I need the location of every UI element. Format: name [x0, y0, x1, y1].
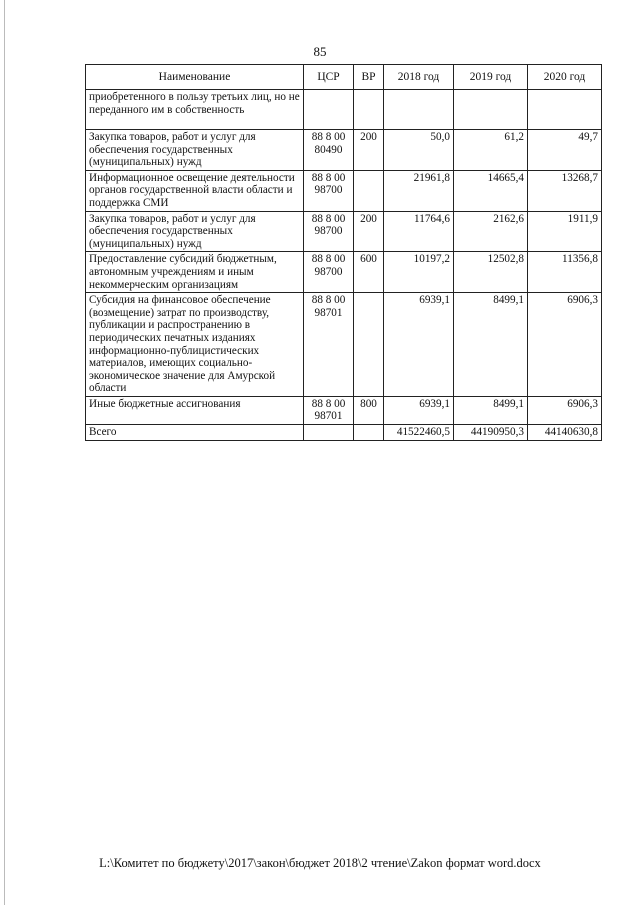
cell-2020: 13268,7	[528, 170, 602, 211]
cell-2019	[454, 90, 528, 130]
scan-edge-line	[4, 0, 5, 905]
table-body	[86, 90, 602, 441]
cell-csr	[304, 425, 354, 441]
header-2019: 2019 год	[454, 65, 528, 90]
cell-name: Закупка товаров, работ и услуг для обеспечения государственных (муниципальных) нужд	[86, 130, 304, 171]
header-2020: 2020 год	[528, 65, 602, 90]
cell-vr	[354, 425, 384, 441]
budget-table	[85, 64, 602, 441]
cell-2020: 44140630,8	[528, 425, 602, 441]
cell-2020: 49,7	[528, 130, 602, 171]
cell-2019: 2162,6	[454, 211, 528, 252]
cell-csr: 88 8 00 98700	[304, 170, 354, 211]
cell-2020: 11356,8	[528, 252, 602, 293]
header-2018: 2018 год	[384, 65, 454, 90]
cell-vr: 800	[354, 396, 384, 424]
cell-2018: 21961,8	[384, 170, 454, 211]
header-name: Наименование	[86, 65, 304, 90]
table-header	[86, 65, 602, 90]
page-number: 85	[313, 44, 327, 59]
header-csr: ЦСР	[304, 65, 354, 90]
cell-2020: 6906,3	[528, 293, 602, 397]
cell-2018: 6939,1	[384, 293, 454, 397]
cell-csr: 88 8 00 98701	[304, 396, 354, 424]
cell-name: Субсидия на финансовое обеспечение (возмещение) затрат по производству, публикации и распространению в периодических печатных изданиях информационно-публицистических материалов, имеющих социально-экономическое значение для Амурской области	[86, 293, 304, 397]
cell-name: Закупка товаров, работ и услуг для обеспечения государственных (муниципальных) нужд	[86, 211, 304, 252]
table-row	[86, 170, 602, 211]
cell-csr: 88 8 00 98700	[304, 252, 354, 293]
cell-csr	[304, 90, 354, 130]
cell-vr: 200	[354, 130, 384, 171]
footer-file-path: L:\Комитет по бюджету\2017\закон\бюджет 2018\2 чтение\Zakon формат word.docx	[99, 856, 541, 870]
table-row	[86, 252, 602, 293]
cell-2019: 44190950,3	[454, 425, 528, 441]
header-row	[86, 65, 602, 90]
cell-2020: 1911,9	[528, 211, 602, 252]
header-vr: ВР	[354, 65, 384, 90]
table-row	[86, 396, 602, 424]
cell-csr: 88 8 00 98701	[304, 293, 354, 397]
cell-name: Предоставление субсидий бюджетным, автономным учреждениям и иным некоммерческим организациям	[86, 252, 304, 293]
cell-2018: 41522460,5	[384, 425, 454, 441]
cell-2020	[528, 90, 602, 130]
table-row	[86, 211, 602, 252]
cell-2018: 11764,6	[384, 211, 454, 252]
table-row	[86, 90, 602, 130]
cell-csr: 88 8 00 80490	[304, 130, 354, 171]
total-row	[86, 425, 602, 441]
cell-2018: 6939,1	[384, 396, 454, 424]
cell-2018: 10197,2	[384, 252, 454, 293]
cell-2019: 8499,1	[454, 396, 528, 424]
table-row	[86, 130, 602, 171]
cell-name: приобретенного в пользу третьих лиц, но не переданного им в собственность	[86, 90, 304, 130]
cell-vr: 200	[354, 211, 384, 252]
cell-2019: 14665,4	[454, 170, 528, 211]
cell-name: Всего	[86, 425, 304, 441]
cell-name: Информационное освещение деятельности органов государственной власти области и поддержка СМИ	[86, 170, 304, 211]
cell-vr: 600	[354, 252, 384, 293]
cell-2019: 12502,8	[454, 252, 528, 293]
cell-vr	[354, 170, 384, 211]
cell-csr: 88 8 00 98700	[304, 211, 354, 252]
cell-name: Иные бюджетные ассигнования	[86, 396, 304, 424]
cell-2019: 8499,1	[454, 293, 528, 397]
cell-vr	[354, 90, 384, 130]
cell-2019: 61,2	[454, 130, 528, 171]
cell-vr	[354, 293, 384, 397]
table-row	[86, 293, 602, 397]
cell-2018	[384, 90, 454, 130]
cell-2020: 6906,3	[528, 396, 602, 424]
cell-2018: 50,0	[384, 130, 454, 171]
